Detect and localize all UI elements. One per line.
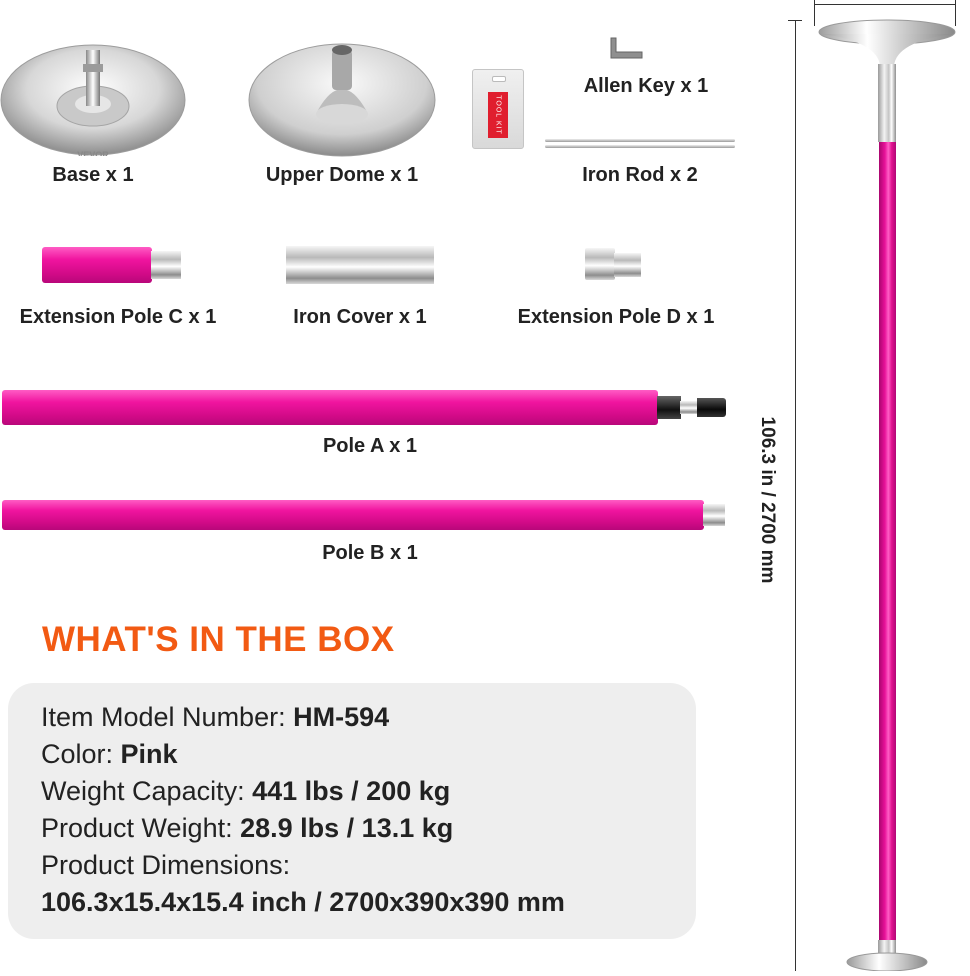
dimension-line-width [814, 4, 956, 5]
spec-capacity-value: 441 lbs / 200 kg [252, 776, 451, 806]
height-dimension-label: 106.3 in / 2700 mm [757, 416, 778, 584]
pole-a-tip [697, 398, 726, 417]
dimension-tick-left [814, 0, 815, 26]
section-title: WHAT'S IN THE BOX [42, 620, 395, 659]
spec-model-label: Item Model Number: [41, 702, 294, 732]
label-iron-rod: Iron Rod x 2 [582, 164, 698, 186]
base-image [0, 34, 186, 156]
assembled-base [846, 948, 928, 971]
pole-a-connector [657, 396, 681, 419]
spec-weight-value: 28.9 lbs / 13.1 kg [240, 813, 454, 843]
extension-pole-c-image [42, 247, 152, 283]
extension-pole-d-image [585, 248, 615, 280]
spec-dimensions-label: Product Dimensions: [41, 850, 291, 880]
spec-model-value: HM-594 [293, 702, 390, 732]
spec-weight [41, 815, 453, 842]
spec-dimensions-value: 106.3x15.4x15.4 inch / 2700x390x390 mm [41, 887, 565, 917]
label-extension-pole-c: Extension Pole C x 1 [19, 306, 217, 328]
allen-key-image [608, 36, 644, 62]
extension-pole-d-thread [614, 253, 641, 277]
label-pole-a: Pole A x 1 [322, 435, 418, 457]
spec-capacity [41, 778, 450, 805]
iron-rod-image [545, 139, 735, 148]
label-allen-key: Allen Key x 1 [583, 75, 709, 97]
dimension-tick-top [788, 20, 802, 21]
tool-kit-card [472, 69, 524, 149]
tool-kit-text: TOOL KIT [494, 95, 502, 135]
spec-color-value: Pink [120, 739, 178, 769]
assembled-top-dome [818, 18, 956, 68]
label-base: Base x 1 [52, 164, 134, 186]
pole-b-image [2, 500, 704, 530]
label-pole-b: Pole B x 1 [322, 542, 418, 564]
label-upper-dome: Upper Dome x 1 [265, 164, 419, 186]
spec-color [41, 741, 178, 768]
assembled-pole [879, 142, 896, 942]
spec-weight-label: Product Weight: [41, 813, 241, 843]
spec-color-label: Color: [41, 739, 121, 769]
spec-model [41, 704, 389, 731]
assembled-upper-sleeve [878, 64, 896, 142]
upper-dome-image [248, 30, 436, 158]
pole-a-image [2, 390, 658, 425]
spec-capacity-label: Weight Capacity: [41, 776, 253, 806]
label-iron-cover: Iron Cover x 1 [293, 306, 427, 328]
vevor-logo: VEVOR [77, 150, 109, 156]
pole-a-rod [680, 401, 698, 414]
dimension-line-vertical [795, 20, 796, 971]
extension-pole-c-thread [151, 251, 181, 279]
label-extension-pole-d: Extension Pole D x 1 [517, 306, 715, 328]
pole-b-thread [703, 504, 725, 526]
iron-cover-image [286, 246, 434, 284]
